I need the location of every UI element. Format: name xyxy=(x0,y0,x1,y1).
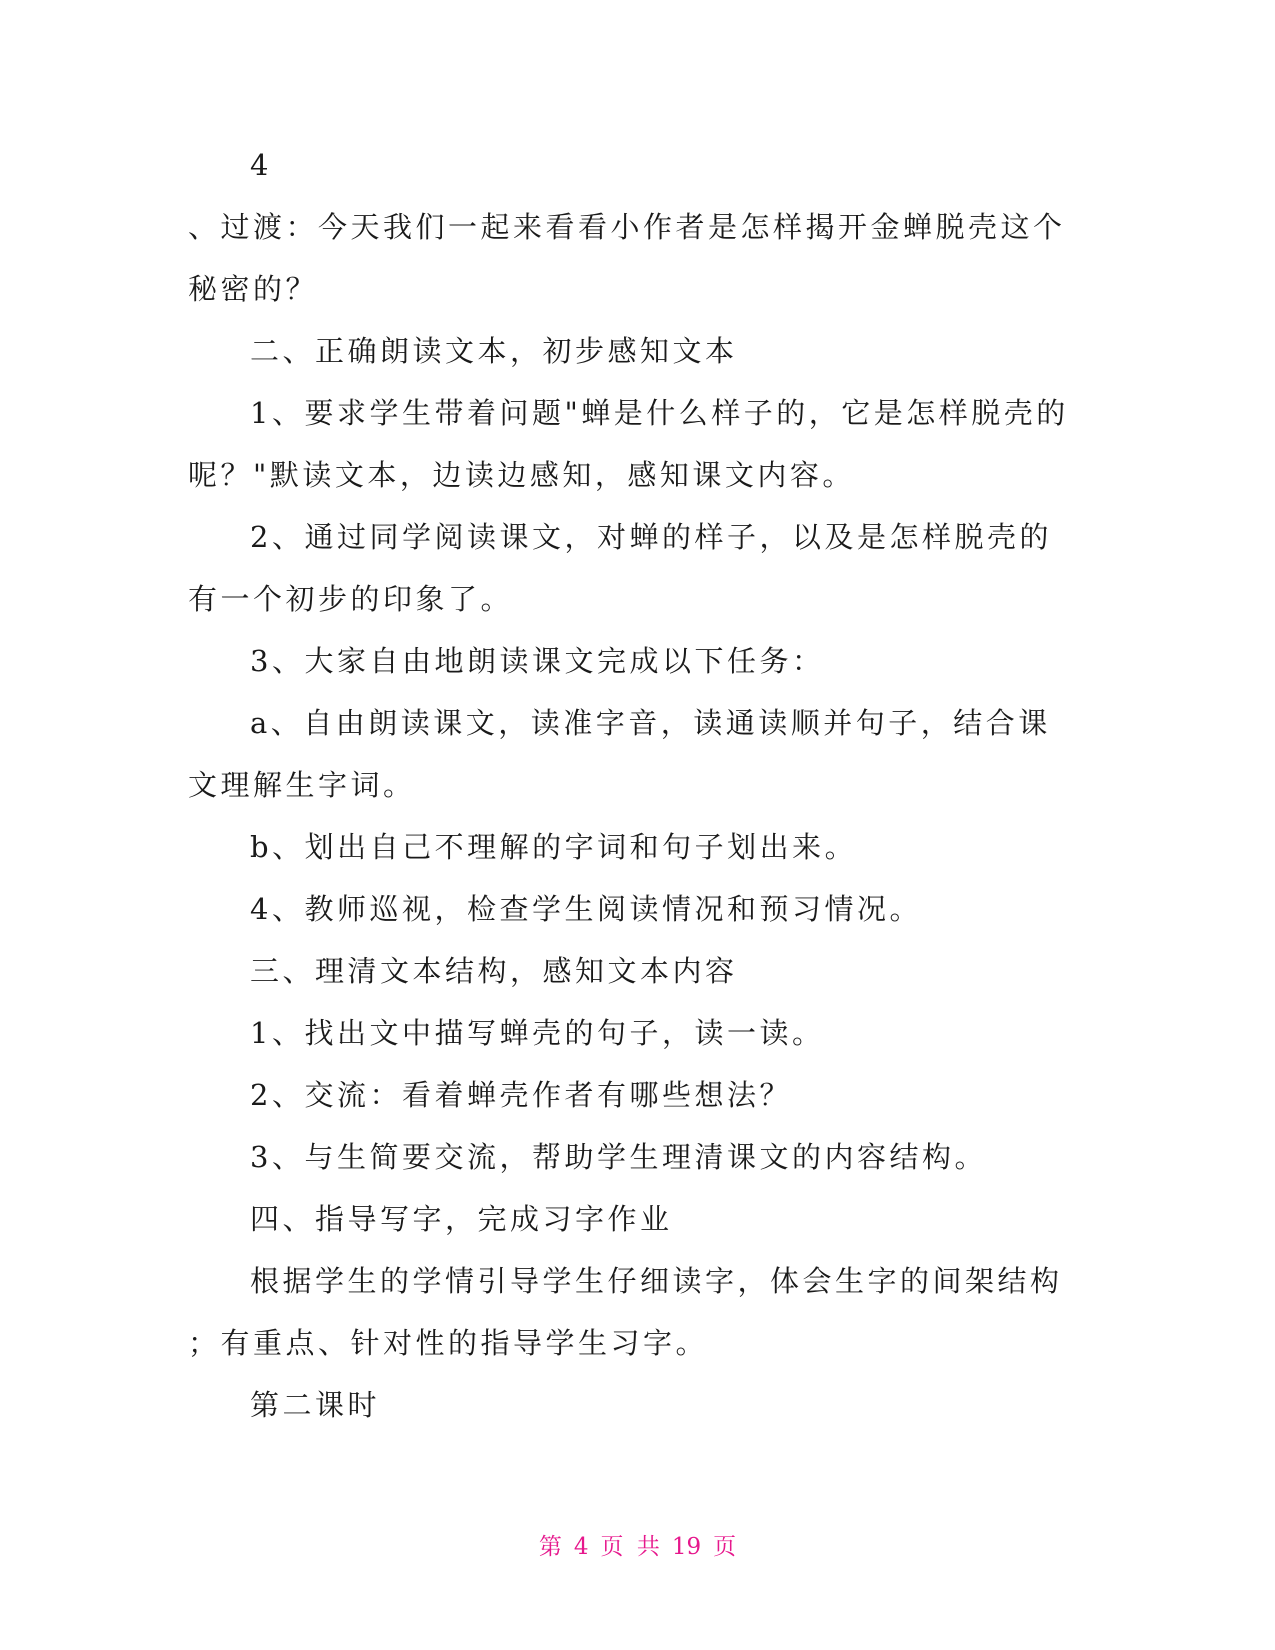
paragraph-line: 根据学生的学情引导学生仔细读字，体会生字的间架结构 xyxy=(250,1264,1063,1298)
paragraph-line: 秘密的？ xyxy=(188,272,319,306)
paragraph-line: 1、找出文中描写蝉壳的句子，读一读。 xyxy=(250,1016,825,1050)
page-number: 4 xyxy=(573,1534,589,1560)
footer-middle: 页 共 xyxy=(600,1534,660,1560)
paragraph-line: 3、大家自由地朗读课文完成以下任务： xyxy=(250,644,825,678)
paragraph-line: 1、要求学生带着问题"蝉是什么样子的，它是怎样脱壳的 xyxy=(250,396,1069,430)
paragraph-line: ；有重点、针对性的指导学生习字。 xyxy=(188,1326,709,1360)
page-total: 19 xyxy=(671,1534,702,1560)
paragraph-line: 有一个初步的印象了。 xyxy=(188,582,514,616)
paragraph-line: b、划出自己不理解的字词和句子划出来。 xyxy=(250,830,858,864)
paragraph-line: a、自由朗读课文，读准字音，读通读顺并句子，结合课 xyxy=(250,706,1051,740)
footer-suffix: 页 xyxy=(713,1534,737,1560)
list-marker-number: 4 xyxy=(250,148,272,182)
paragraph-line: 文理解生字词。 xyxy=(188,768,416,802)
paragraph-line: 3、与生简要交流，帮助学生理清课文的内容结构。 xyxy=(250,1140,987,1174)
section-heading: 二、正确朗读文本，初步感知文本 xyxy=(250,334,738,368)
paragraph-line: 、过渡：今天我们一起来看看小作者是怎样揭开金蝉脱壳这个 xyxy=(188,210,1066,244)
paragraph-line: 2、通过同学阅读课文，对蝉的样子，以及是怎样脱壳的 xyxy=(250,520,1052,554)
section-heading: 三、理清文本结构，感知文本内容 xyxy=(250,954,738,988)
footer-prefix: 第 xyxy=(538,1534,562,1560)
paragraph-line: 呢？"默读文本，边读边感知，感知课文内容。 xyxy=(188,458,855,492)
paragraph-line: 4、教师巡视，检查学生阅读情况和预习情况。 xyxy=(250,892,922,926)
section-heading: 第二课时 xyxy=(250,1388,381,1422)
paragraph-line: 2、交流：看着蝉壳作者有哪些想法？ xyxy=(250,1078,792,1112)
page-footer xyxy=(0,1532,1275,1562)
section-heading: 四、指导写字，完成习字作业 xyxy=(250,1202,673,1236)
